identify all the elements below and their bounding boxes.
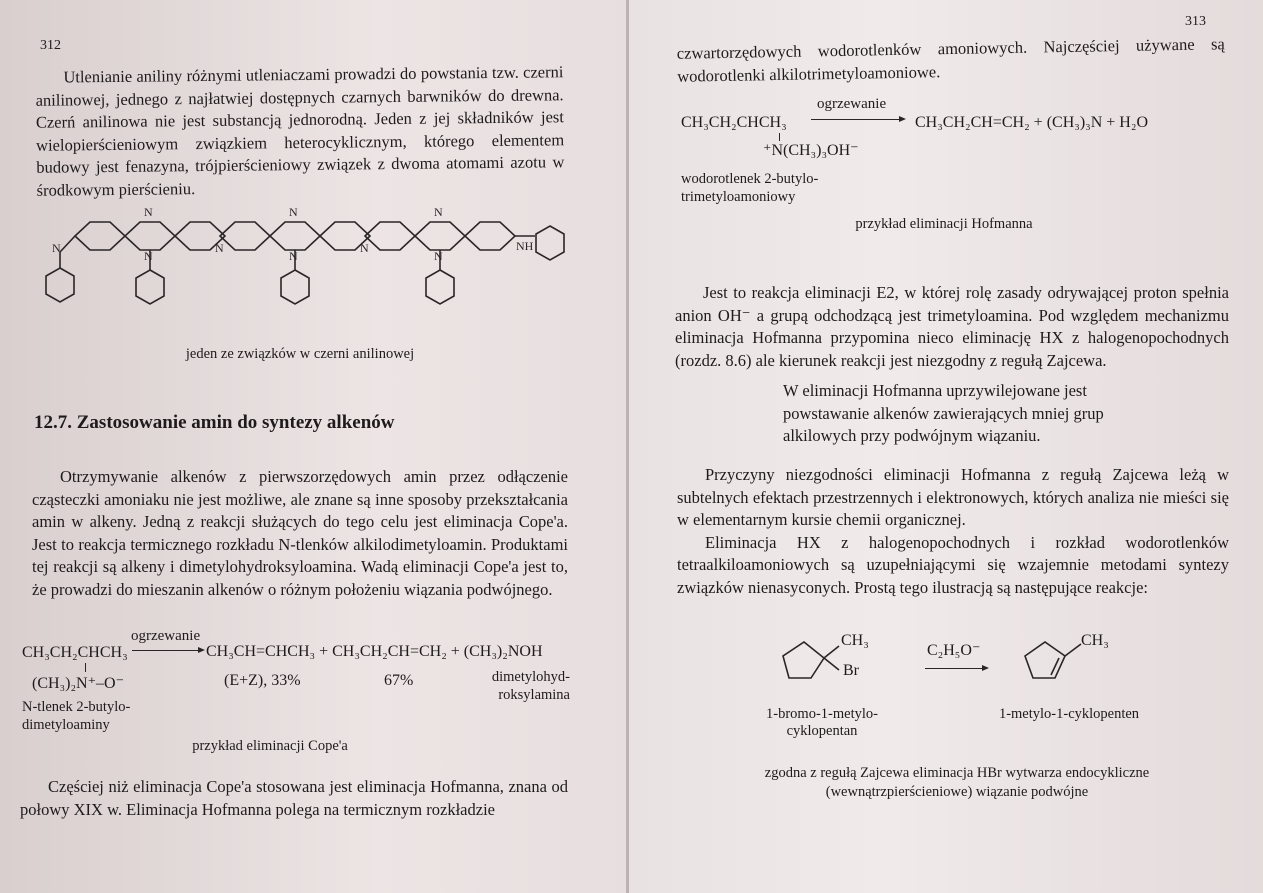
zaitsev-reagent: C₂H₅O⁻ (927, 642, 981, 659)
hofmann-products: CH₃CH₂CH=CH₂ + (CH₃)₃N + H₂O (915, 114, 1148, 131)
phenazine-unit-1 (75, 222, 225, 250)
bond-line (85, 663, 86, 672)
page-number-left: 312 (40, 38, 61, 53)
arrow-head (198, 647, 205, 653)
cope-reactant-substituent: (CH₃)₂N⁺–O⁻ (32, 675, 125, 692)
rule-box: W eliminacji Hofmanna uprzywilejowane jest powstawanie alkenów zawierających mniej grup alkilowych przy podwójnym wiązaniu. (783, 381, 1104, 445)
cope-reactant-name: N-tlenek 2-butylo- dimetyloaminy (22, 699, 131, 733)
page-number-right: 313 (1185, 14, 1206, 29)
intro-paragraph: Utlenianie aniliny różnymi utleniaczami prowadzi do powstania tzw. czerni anilinowej, jednego z najłatwiej dostępnych czarnych barwników do drewna. Czerń anilinowa nie jest substancją jednorodną. Jeden z jej składników jest wielopierścieniowym związkiem heterocyklicznym, którego elementem budowy jest fenazyna, trójpierścieniowy związek z dwoma atomami azotu w środkowym pierścieniu. (35, 62, 565, 200)
phenazine-unit-2 (220, 222, 370, 250)
substituent-methyl: CH₃ (841, 632, 869, 649)
top-paragraph: czwartorzędowych wodorotlenków amoniowych. Najczęściej używane są wodorotlenki alkilotrimetyloamoniowe. (676, 34, 1225, 86)
n-label: N (52, 241, 61, 255)
n-label: N (215, 241, 224, 255)
n-label: N (144, 249, 153, 263)
byproduct-name: dimetylohyd- roksylamina (491, 669, 570, 703)
hofmann-condition: ogrzewanie (817, 96, 887, 112)
zaitsev-reactant-name: 1-bromo-1-metylo- cyklopentan (766, 706, 878, 739)
nh-label: NH (516, 239, 534, 253)
cope-yield-2: 67% (384, 672, 414, 689)
structure-caption: jeden ze związków w czerni anilinowej (185, 346, 415, 362)
cope-yield-1: (E+Z), 33% (224, 672, 301, 689)
phenazine-unit-3 (365, 222, 515, 250)
cope-products: CH₃CH=CHCH₃ + CH₃CH₂CH=CH₂ + (CH₃)₂NOH (206, 643, 543, 660)
hofmann-reactant-substituent: ⁺N(CH₃)₃OH⁻ (763, 142, 859, 159)
reasons-paragraph: Przyczyny niezgodności eliminacji Hofmanna z regułą Zajcewa leżą w subtelnych efektach przestrzennych i elektronowych, których analiza nie mieści się w elementarnym kursie chemii organicznej. Eliminacja HX z halogenopochodnych i rozkład wodorotlenków tetraalkiloamoniowych są uzupełniającymi się wzajemnie metodami syntezy związków nienasyconych. Prostą tego ilustracją są następujące reakcje: (677, 465, 1229, 597)
section-heading: 12.7. Zastosowanie amin do syntezy alkenów (34, 412, 395, 433)
n-label: N (360, 241, 369, 255)
arrow-head (899, 116, 906, 122)
left-page (0, 0, 628, 893)
bottom-paragraph: Częściej niż eliminacja Cope'a stosowana jest eliminacja Hofmanna, znana od połowy XIX w. Eliminacja Hofmanna polega na termicznym rozkładzie (20, 777, 568, 819)
reaction-arrow (925, 668, 985, 669)
n-label: N (144, 205, 153, 219)
n-label: N (434, 205, 443, 219)
right-page (629, 0, 1263, 893)
arrow-head (982, 665, 989, 671)
hofmann-caption: przykład eliminacji Hofmanna (855, 216, 1033, 232)
zaitsev-product-name: 1-metylo-1-cyklopenten (998, 706, 1140, 722)
hofmann-reactant-name: wodorotlenek 2-butylo- trimetyloamoniowy (681, 171, 819, 205)
n-label: N (289, 205, 298, 219)
aniline-black-structure (30, 196, 580, 326)
n-label: N (434, 249, 443, 263)
hofmann-reactant: CH₃CH₂CHCH₃ (681, 114, 787, 131)
product-methyl: CH₃ (1081, 632, 1109, 649)
cope-condition: ogrzewanie (131, 628, 201, 644)
substituent-bromo: Br (843, 662, 859, 679)
reaction-arrow (132, 650, 202, 651)
n-label: N (289, 249, 298, 263)
cope-paragraph: Otrzymywanie alkenów z pierwszorzędowych amin przez odłączenie cząsteczki amoniaku nie jest możliwe, ale znane są inne sposoby przekształcania amin w alkeny. Jedną z reakcji służących do tego celu jest eliminacja Cope'a. Jest to reakcja termicznego rozkładu N-tlenków alkilodimetyloamin. Produktami tej reakcji są alkeny i dimetylohydroksyloamina. Wadą eliminacji Cope'a jest to, że prowadzi do mieszanin alkenów o różnym położeniu wiązania podwójnego. (32, 467, 568, 599)
e2-paragraph: Jest to reakcja eliminacji E2, w której rolę zasady odrywającej proton spełnia anion OH⁻ a grupą odchodzącą jest trimetyloamina. Pod względem mechanizmu eliminacja Hofmanna przypomina nieco eliminację HX z halogenopochodnych (rozdz. 8.6) ale kierunek reakcji jest niezgodny z regułą Zajcewa. (675, 283, 1229, 370)
zaitsev-caption: zgodna z regułą Zajcewa eliminacja HBr wytwarza endocykliczne (wewnątrzpierścieniowe) wiązanie podwójne (764, 765, 1150, 800)
cope-caption: przykład eliminacji Cope'a (192, 738, 348, 754)
reaction-arrow (811, 119, 901, 120)
cope-reactant: CH₃CH₂CHCH₃ (22, 644, 128, 661)
